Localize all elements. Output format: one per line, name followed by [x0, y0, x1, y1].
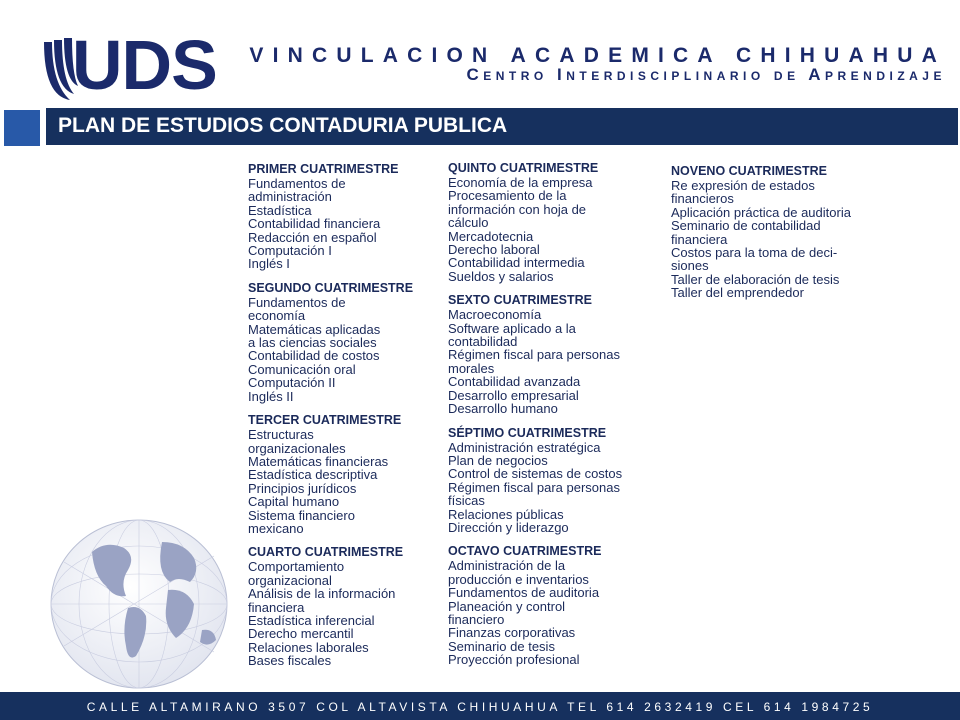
- course-item: organizacionales: [248, 440, 346, 456]
- globe-image: [44, 512, 234, 692]
- course-item: Contabilidad financiera: [248, 216, 381, 232]
- course-item: Bases fiscales: [248, 653, 332, 669]
- course-item: Comunicación oral: [248, 361, 356, 377]
- course-item: producción e inventarios: [448, 571, 589, 587]
- course-item: Fundamentos de auditoria: [448, 585, 600, 601]
- course-item: físicas: [448, 493, 485, 509]
- course-item: Estructuras: [248, 427, 314, 443]
- course-item: Derecho laboral: [448, 242, 540, 258]
- semester-block: [248, 412, 413, 535]
- course-item: Macroeconomía: [448, 307, 542, 323]
- course-item: siones: [671, 258, 709, 274]
- course-item: Contabilidad avanzada: [448, 374, 581, 390]
- course-item: cálculo: [448, 215, 489, 231]
- course-item: Sueldos y salarios: [448, 268, 554, 284]
- course-item: Administración de la: [448, 558, 566, 574]
- semester-title: SEGUNDO CUATRIMESTRE: [248, 280, 414, 295]
- course-item: Comportamiento: [248, 559, 345, 575]
- course-item: Computación I: [248, 243, 332, 259]
- semester-block: [671, 163, 851, 300]
- course-item: Procesamiento de la: [448, 188, 567, 204]
- course-item: Inglés I: [248, 256, 290, 272]
- course-list: [448, 559, 622, 666]
- course-item: Seminario de tesis: [448, 638, 555, 654]
- semester-block: [448, 425, 622, 535]
- course-item: Redacción en español: [248, 229, 377, 245]
- course-list: [248, 560, 413, 667]
- semester-title: QUINTO CUATRIMESTRE: [448, 161, 599, 175]
- footer-contact: CALLE ALTAMIRANO 3507 COL ALTAVISTA CHIHUAHUA TEL 614 2632419 CEL 614 1984725: [86, 700, 874, 714]
- course-item: contabilidad: [448, 334, 518, 350]
- course-item: Relaciones laborales: [248, 639, 369, 655]
- course-item: Costos para la toma de deci-: [671, 245, 838, 261]
- course-item: Aplicación práctica de auditoria: [671, 204, 851, 220]
- course-item: Finanzas corporativas: [448, 625, 576, 641]
- course-item: Derecho mercantil: [248, 626, 354, 642]
- column-3: [671, 163, 851, 309]
- course-list: [448, 441, 622, 535]
- header-title: VINCULACION ACADEMICA CHIHUAHUA: [249, 44, 946, 67]
- accent-square: [4, 110, 40, 146]
- column-2: [448, 160, 622, 676]
- course-list: [248, 428, 413, 535]
- course-item: Estadística inferencial: [248, 612, 375, 628]
- semester-title: SEXTO CUATRIMESTRE: [448, 293, 592, 308]
- course-item: organizacional: [248, 572, 332, 588]
- course-list: [448, 308, 622, 415]
- course-item: economía: [248, 308, 306, 324]
- course-item: morales: [448, 360, 495, 376]
- course-item: Sistema financiero: [248, 507, 355, 523]
- course-item: Fundamentos de: [248, 176, 346, 191]
- semester-title: TERCER CUATRIMESTRE: [248, 413, 402, 428]
- course-item: Economía de la empresa: [448, 175, 593, 190]
- course-item: financiera: [671, 231, 728, 247]
- semester-block: [448, 543, 622, 666]
- course-item: Contabilidad intermedia: [448, 255, 585, 271]
- semester-block: [248, 161, 413, 271]
- semester-block: [448, 292, 622, 415]
- course-item: Plan de negocios: [448, 452, 548, 468]
- course-item: Desarrollo humano: [448, 401, 558, 417]
- semester-title: CUARTO CUATRIMESTRE: [248, 545, 404, 560]
- course-list: [671, 179, 851, 300]
- course-item: Administración estratégica: [448, 439, 601, 455]
- course-item: Taller del emprendedor: [671, 285, 804, 301]
- course-item: mexicano: [248, 520, 304, 536]
- course-item: Dirección y liderazgo: [448, 519, 569, 535]
- semester-title: SÉPTIMO CUATRIMESTRE: [448, 425, 607, 440]
- course-item: Seminario de contabilidad: [671, 218, 821, 234]
- course-item: Contabilidad de costos: [248, 348, 380, 364]
- course-item: Taller de elaboración de tesis: [671, 271, 840, 287]
- course-item: financiera: [248, 599, 305, 615]
- header-subtitle: Centro Interdisciplinario de Aprendizaje: [466, 65, 946, 84]
- semester-title: OCTAVO CUATRIMESTRE: [448, 544, 602, 559]
- course-item: Matemáticas aplicadas: [248, 321, 381, 337]
- course-item: Planeación y control: [448, 598, 566, 614]
- course-item: Desarrollo empresarial: [448, 387, 579, 403]
- course-item: Inglés II: [248, 388, 294, 404]
- course-item: a las ciencias sociales: [248, 335, 377, 351]
- course-item: Régimen fiscal para personas: [448, 479, 620, 495]
- course-item: Computación II: [248, 375, 336, 391]
- logo-text: UDS: [72, 26, 217, 104]
- semester-block: [248, 280, 413, 403]
- course-item: Relaciones públicas: [448, 506, 564, 522]
- column-1: [248, 161, 413, 677]
- course-item: Régimen fiscal para personas: [448, 347, 620, 363]
- course-item: Software aplicado a la: [448, 320, 576, 336]
- course-item: Matemáticas financieras: [248, 453, 389, 469]
- course-item: Estadística descriptiva: [248, 467, 378, 483]
- course-list: [248, 296, 413, 403]
- course-item: Capital humano: [248, 494, 340, 510]
- course-item: financieros: [671, 191, 734, 207]
- course-item: Análisis de la información: [248, 586, 396, 602]
- course-list: [248, 177, 413, 271]
- course-list: [448, 176, 622, 283]
- course-item: información con hoja de: [448, 201, 587, 217]
- course-item: Proyección profesional: [448, 652, 580, 668]
- course-item: Control de sistemas de costos: [448, 466, 623, 482]
- course-item: Estadística: [248, 202, 312, 218]
- course-item: Mercadotecnia: [448, 228, 534, 244]
- course-item: Re expresión de estados: [671, 178, 815, 193]
- semester-block: [448, 160, 622, 283]
- semester-title: NOVENO CUATRIMESTRE: [671, 164, 828, 178]
- course-item: Principios jurídicos: [248, 480, 357, 496]
- course-item: financiero: [448, 611, 505, 627]
- page-title: PLAN DE ESTUDIOS CONTADURIA PUBLICA: [58, 114, 508, 137]
- course-item: Fundamentos de: [248, 294, 346, 310]
- semester-title: PRIMER CUATRIMESTRE: [248, 162, 399, 176]
- semester-block: [248, 544, 413, 667]
- course-item: administración: [248, 189, 332, 205]
